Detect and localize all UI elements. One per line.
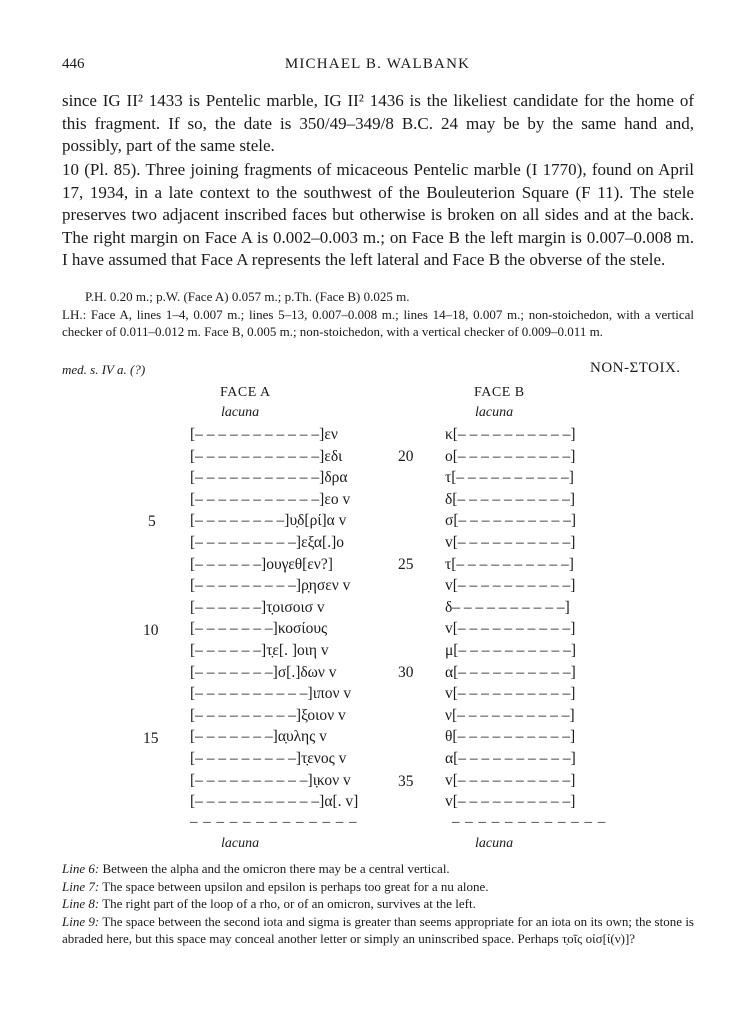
line-number-15: 15	[143, 730, 159, 747]
face-b-lacuna-bottom: lacuna	[475, 836, 514, 851]
note-line-6	[62, 860, 694, 878]
face-a-line-9: [– – – – – –]τ̣οισοισ v	[190, 598, 325, 616]
note-text: The space between the second iota and sigma is greater than seems appropriate for an iota on its own; the stone is abraded here, but this space may conceal another letter or simply an uninscribed space. Perhaps τ̣οῖς οἰσ[ί(ν)]?	[62, 913, 694, 946]
face-b-line-25: τ[– – – – – – – – – –]	[445, 555, 574, 573]
face-b-line-29: μ[– – – – – – – – – –]	[445, 642, 577, 659]
note-line-7	[62, 878, 694, 896]
line-number-30: 30	[398, 664, 414, 681]
face-b-line-26: v[– – – – – – – – – –]	[445, 577, 576, 595]
face-b-line-21: τ[– – – – – – – – – –]	[445, 469, 574, 487]
line-number-35: 35	[398, 773, 414, 790]
note-line-8	[62, 895, 694, 913]
face-b-line-24: v[– – – – – – – – – –]	[445, 534, 576, 551]
face-b-line-35: v[– – – – – – – – – –]	[445, 771, 576, 789]
face-b-line-19: κ[– – – – – – – – – –]	[445, 426, 576, 443]
face-b-line-23: σ[– – – – – – – – – –]	[445, 512, 577, 530]
face-a-line-18: [– – – – – – – – – – –]α[. v]	[190, 793, 359, 811]
face-b-line-30: α[– – – – – – – – – –]	[445, 663, 576, 681]
measurements-lh	[62, 306, 694, 340]
face-a-line-13: [– – – – – – – – – –]ιπον v	[190, 685, 352, 703]
note-label: Line 6:	[62, 861, 100, 876]
page-number: 446	[62, 56, 85, 72]
note-label: Line 9:	[62, 913, 100, 929]
face-a-bottom-rule: – – – – – – – – – – – – –	[190, 814, 358, 830]
face-a-line-6: [– – – – – – – – –]εξα[.]ο	[190, 534, 344, 551]
face-b-line-34: α[– – – – – – – – – –]	[445, 750, 576, 767]
measurements-lh-text: LH.: Face A, lines 1–4, 0.007 m.; lines 5–13, 0.007–0.008 m.; lines 14–18, 0.007 m.; non-stoichedon, with a vertical checker of 0.011–0.012 m. Face B, 0.005 m.; non-stoichedon, with a vertical checker of 0.009–0.011 m.	[62, 307, 694, 339]
line-number-20: 20	[398, 448, 414, 465]
non-stoich-label: NON-ΣΤΟΙΧ.	[590, 360, 681, 376]
face-b-lacuna-top: lacuna	[475, 405, 514, 420]
line-number-25: 25	[398, 556, 414, 573]
measurements-ph: P.H. 0.20 m.; p.W. (Face A) 0.057 m.; p.Th. (Face B) 0.025 m.	[85, 289, 410, 304]
running-head: MICHAEL B. WALBANK	[284, 56, 471, 72]
paragraph-1-text: since IG II² 1433 is Pentelic marble, IG II² 1436 is the likeliest candidate for the home of this fragment. If so, the date is 350/49–349/8 B.C. 24 may be by the same hand and, possibly, part of the same stele.	[62, 91, 694, 155]
face-b-line-28: v[– – – – – – – – – –]	[445, 620, 576, 638]
face-a-title: FACE A	[220, 385, 271, 400]
note-line-9	[62, 913, 694, 948]
face-a-line-12: [– – – – – – –]σ[.]δων v	[190, 663, 337, 681]
face-b-line-27: δ– – – – – – – – – –]	[445, 598, 570, 616]
paragraph-2-text: 10 (Pl. 85). Three joining fragments of micaceous Pentelic marble (I 1770), found on April 17, 1934, in a late context to the southwest of the Bouleuterion Square (F 11). The stele preserves two adjacent inscribed faces but otherwise is broken on all sides and at the back. The right margin on Face A is 0.002–0.003 m.; on Face B the left margin is 0.007–0.008 m. I have assumed that Face A represents the left lateral and Face B the obverse of the stele.	[62, 160, 694, 269]
face-b-line-36: v[– – – – – – – – – –]	[445, 793, 576, 811]
face-a-line-8: [– – – – – – – – –]ρ̣ησεν v	[190, 577, 351, 595]
note-label: Line 7:	[62, 878, 100, 894]
face-b-title: FACE B	[474, 385, 525, 400]
face-a-line-1: [– – – – – – – – – – –]εν	[190, 426, 338, 443]
note-text: The space between upsilon and epsilon is perhaps too great for a nu alone.	[99, 878, 489, 894]
note-text: The right part of the loop of a rho, or of an omicron, survives at the left.	[99, 896, 476, 911]
face-b-bottom-rule: – – – – – – – – – – – –	[452, 814, 607, 830]
face-a-line-14: [– – – – – – – – –]ξοιον v	[190, 706, 346, 724]
face-a-lacuna-top: lacuna	[221, 405, 260, 420]
face-a-line-17: [– – – – – – – – – –]ι̣κον v	[190, 771, 351, 789]
face-a-line-4: [– – – – – – – – – – –]εο v	[190, 490, 351, 508]
face-b-line-20: ο[– – – – – – – – – –]	[445, 447, 576, 465]
face-a-line-3: [– – – – – – – – – – –]δρα	[190, 469, 348, 487]
face-a-line-7: [– – – – – –]ουγεθ[εν?]	[190, 555, 333, 573]
face-b-line-22: δ[– – – – – – – – – –]	[445, 490, 576, 508]
face-b-line-33: θ[– – – – – – – – – –]	[445, 728, 576, 746]
paragraph-1	[62, 90, 694, 158]
face-a-lacuna-bottom: lacuna	[221, 836, 260, 851]
face-b-line-31: v[– – – – – – – – – –]	[445, 685, 576, 703]
face-a-line-16: [– – – – – – – – –]τ̣ενος v	[190, 750, 347, 767]
line-notes	[62, 860, 694, 948]
line-number-5: 5	[148, 513, 156, 530]
face-a-line-15: [– – – – – – –]α̣υλης v	[190, 728, 327, 746]
date-label: med. s. IV a. (?)	[62, 362, 146, 377]
face-b-line-32: ν[– – – – – – – – – –]	[445, 706, 575, 724]
face-a-line-10: [– – – – – – –]κοσίους	[190, 620, 328, 638]
line-number-10: 10	[143, 622, 159, 639]
face-a-line-11: [– – – – – –]τ̣ε[. ]οιη v	[190, 642, 329, 659]
note-text: Between the alpha and the omicron there may be a central vertical.	[99, 861, 450, 876]
note-label: Line 8:	[62, 896, 100, 911]
face-a-line-2: [– – – – – – – – – – –]εδι	[190, 447, 343, 465]
face-a-line-5: [– – – – – – – –]υ̣δ[ρί]α v	[190, 512, 347, 530]
paragraph-2	[62, 159, 694, 272]
